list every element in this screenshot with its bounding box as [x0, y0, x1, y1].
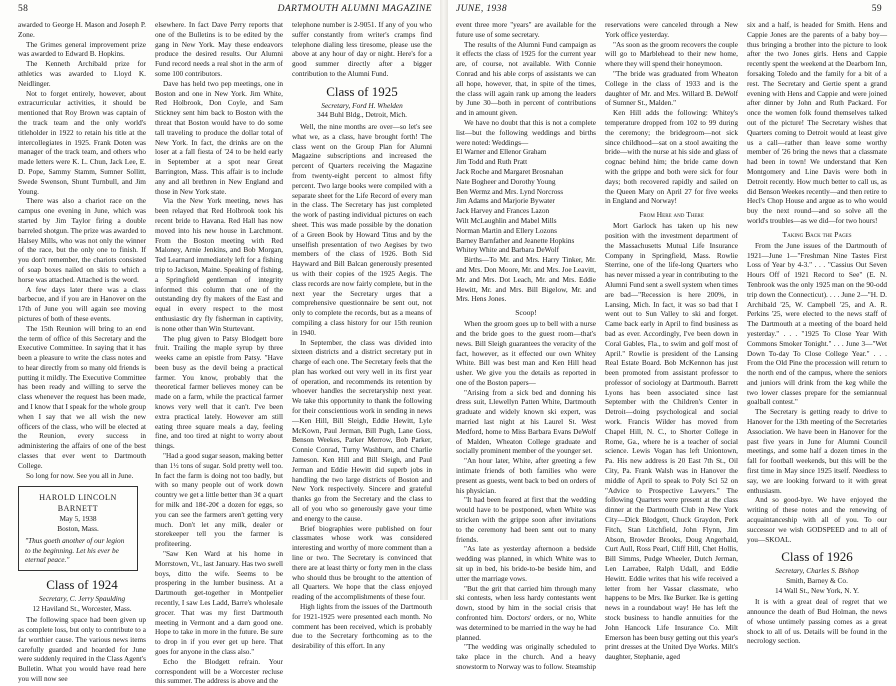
paragraph: Births—To Mr. and Mrs. Harry Tinker, Mr. and Mrs. Don Moore, Mr. and Mrs. Joe Leavitt, Mr. and Mrs. Dot Leach, Mr. and Mrs. Eddie Hewitt, Mr. and Mrs. Bill Bigelow, Mr. and Mrs. Hens Jones. [456, 255, 596, 304]
paragraph: So long for now. See you all in June. [26, 470, 134, 480]
running-title: JUNE, 1938 [456, 4, 507, 14]
paragraph: telephone number is 2-9051. If any of you who suffer constantly from writer's cramps find telephone dialing less tiresome, please use the above at any hour of day or night. Here's for a good summer directly after a bigger contribution to the Alumni Fund. [292, 20, 432, 78]
list-item: Ben Wermz and Mrs. Lynd Norcross [456, 186, 564, 196]
paragraph: The Grimes general improvement prize was awarded to Edward B. Hopkins. [18, 39, 146, 59]
paragraph: We have no doubt that this is not a complete list—but the following weddings and births were noted: Weddings— [456, 117, 596, 147]
paragraph: The Kenneth Archibald prize for athletics was awarded to Lloyd K. Neidlinger. [18, 59, 146, 88]
paragraph: There was also a chariot race on the campus one evening in June, which was started by Jim Taylor firing a double barreled shotgun. The prize was awarded to Halsey Mills, who was not only the winner of the race, but the only one to finish. If you don't remember, the chariots consisted of soap boxes nailed on skis to which a horse was attached. Attached is the word. [18, 196, 146, 284]
class-secretary: Secretary, Charles S. Bishop [775, 566, 859, 576]
list-item: Whitey White and Barbara DeWolf [456, 245, 560, 255]
list-item: Barney Barnfather and Jeanette Hopkins [456, 235, 575, 245]
paragraph: six and a half, is headed for Smith. Hens and Cappie Jones are the parents of a baby boy—thus bringing a brother into the picture to look after the two Jones girls. Hens and Cappie recently spent the weekend at the Dearborn Inn, forsaking Toledo and the family for a bit of a rest. The Secretary and Gertie spent a grand evening with Hens and Cappie and were joined after dinner by John and Ruth Packard. For once the women folk found themselves talked out of the picture! The Secretary wishes that Quarters coming to Detroit would at least give us a call—rather than leave some worthy member of '26 bring the news that a classmate had been in town! We understand that Ken Montgomery and Line Davis were both in Detroit recently. How much better to call us, as did Benson Weekes recently—and then retire to Hecl's Chop House and argue as to who would buy the next round—and so solve all the world's troubles—as we did—for two hours! [747, 20, 887, 225]
section-heading: Scoop! [515, 308, 537, 318]
paragraph: The Secretary is getting ready to drive to Hanover for the 13th meeting of the Secretaries Association. We have been in Hanover for the past five years in June for Alumni Council meetings, and some half a dozen times in the fall for football weekends, but this will be the first time in May since 1925 itself. Needless to say, we are looking forward to it with great enthusiasm. [747, 407, 887, 495]
right-column-1 [456, 20, 597, 671]
paragraph: Echo the Blodgett refrain. Your correspondent will be a Worcester recluse this summer. The address is above and the [155, 656, 283, 686]
paragraph: When the groom goes up to bell with a nurse and the bride goes to the guest room—that's news. Bill Sleigh guarantees the veracity of the fact, however, as it effected our own Whitey White. Bill was best man and Ken Hill head usher. We give you the details as reported in one of the Boston papers— [456, 319, 596, 387]
paragraph: And so good-bye. We have enjoyed the writing of these notes and the renewing of acquaintanceship with all of you. To our successor we wish GODSPEED and to all of you—SKOAL. [747, 495, 887, 544]
paragraph: awarded to George H. Mason and Joseph P. Zone. [18, 20, 146, 39]
class-heading: Class of 1924 [46, 576, 118, 592]
left-column-2 [155, 20, 283, 686]
list-item: Nate Bogheer and Dorothy Young [456, 176, 556, 186]
list-item: Jim Todd and Ruth Pratt [456, 157, 528, 167]
left-column-3 [292, 20, 433, 651]
paragraph: Dave has held two pep meetings, one in Boston and one in New York. Jim White, Red Holbrook, Don Coyle, and Sam Stickney sent him back to Boston with the threat that Boston would have to do some tall traveling to produce the dollar total of New York. In fact, the drinks are on the loser at a fall fiesta of '24 to be held early in September at a spot near Great Barrington, Mass. This affair is to include any and all brethren in New England and those in New York state. [155, 78, 283, 196]
paragraph: In September, the class was divided into sixteen districts and a district secretary put in charge of each one. The Secretary feels that the plan has worked out very well in its first year of operation, and recommends its retention by whoever handles the secretaryship next year. We take this opportunity to thank the following for their conscientious work in sending in news—Ken Hill, Bill Sleigh, Eddie Hewitt, Lyle McKown, Paul Jerman, Bill Pugh, Lane Goss, Benson Weekes, Parker Merrow, Bob Parker, Connie Conrad, Turny Washburn, and Charlie Jameson. Ken Hill and Bill Sleigh, and Paul Jerman and Eddie Hewitt did superb jobs in handling the two large districts of Boston and New York respectively. Sincere and grateful thanks go from the Secretary and the class to all of you who so generously gave your time and energy to the cause. [292, 337, 432, 523]
paragraph: Mort Garlock has taken up his new position with the investment department of the Massachusetts Mutual Life Insurance Company in Springfield, Mass. Rowlie Sterrine, one of the life-long Quarters who has never missed a year in contributing to the Alumni Fund sent a swell system when times are bad—"Recession is here 200%, in Lansing, Mich. In fact, it was so bad that I went out to Sun Valley to ski and forget. Came back early in April to find business as bad as ever. Accordingly, I've been down in Coral Gables, Fla., to swim and golf most of April." Rowlie is president of the Lansing Real Estate Board. Bob McKennon has just been promoted from assistant professor to professor of sociology at Dartmouth. Barrett Lyons has been associated since last September with the Children's Center in Detroit—doing psychological and social work. Francis Wilder has moved from Chapel Hill, N. C., to Shorter College in Rome, Ga., where he is a teacher of social science. Lewis Vogan has left Uniontown, Pa. His new address is 20 East 7th St., Oil City, Pa. Frank Walsh was in Hanover the middle of April to speak to Poly Sci 52 on "Advice to Prospective Lawyers." The following Quarters were present at the class dinner at the Dartmouth Club in New York City—Dick Blodgett, Chuck Graydon, Perk Fitch, Stan Litchfield, John Flynn, Jim Abson, Browder Brooks, Doug Angerhald, Curt Aull, Ross Pearl, Cliff Hill, Chet Hollis, Bill Simms, Pudge Wheeler, Dutch Jerman, Len Larrabee, Ralph Udall, and Eddie Hewitt. Eddie writes that his wife received a letter from her Vassar classmate, who happens to be Mrs. Ike Burker. Ike is getting news in a roundabout way! He has left the stock business to handle annuities for the John Hancock Life Insurance Co. Milt Emerson has been busy getting out this year's print dresses at the United Dye Works. Milt's daughter, Stephanie, aged [605, 221, 738, 662]
memorial-date: May 5, 1938 [59, 514, 97, 524]
paragraph: Brief biographies were published on four classmates whose work was considered interesting and worthy of more comment than a line or two. The Secretary is convinced that there are at least thirty or forty men in the class who should thus be brought to the attention of all Quarters. We hope that the class enjoyed reading of the accomplishments of these four. [292, 523, 432, 602]
paragraph: "Had a good sugar season, making better than 1½ tons of sugar. Sold pretty well too. In fact the farm is doing not too badly, but with so many people out of work down country we get a little better than 3¢ a quart for milk and 18¢-20¢ a dozen for eggs, so you can see the farmers aren't getting very much. Don't let any milk, dealer or storekeeper tell you the farmer is profiteering. [155, 451, 283, 549]
paragraph: Ken Hill adds the following: Whitey's temperature dropped from 102 to 99 during the ceremony; the bridegroom—not sick since childhood—sat on a stool awaiting the bride—with the nurse at his side and glass of cognac behind him; the bride came down with the grippe and both were sick for four days; both recovered rapidly and sailed on the Queen Mary on April 27 for five weeks in England and Norway! [605, 108, 738, 206]
class-heading: Class of 1925 [326, 83, 398, 99]
paragraph: "The wedding was originally scheduled to take place in the church. And a heavy snowstorm to Norway was to follow. Steamship [456, 642, 596, 671]
running-title: DARTMOUTH ALUMNI MAGAZINE [277, 4, 432, 14]
paragraph: "As late as yesterday afternoon a bedside wedding was planned, in which White was to sit up in bed, his bride-to-be beside him, and utter the marriage vows. [456, 544, 596, 583]
paragraph: The 15th Reunion will bring to an end the term of office of this Secretary and the Executive Committee. In saying that it has been a pleasure to write the class notes and to hear directly from so many old friends is putting it mildly. The Executive Committee has been ready and willing to serve the class whenever the request has been made, and I know that I speak for the whole group when I say that we all wish the new officers of the class, who will be elected at the Reunion, every success in administering the affairs of one of the best classes that ever went to Dartmouth College. [18, 323, 146, 470]
memorial-place: Boston, Mass. [57, 523, 99, 533]
page-number: 58 [18, 4, 29, 14]
address-line: Smith, Barney & Co. [786, 576, 848, 586]
class-heading: Class of 1926 [781, 549, 853, 565]
memorial-name: HAROLD LINCOLN BARNETT [39, 493, 117, 514]
paragraph: "The bride was graduated from Wheaton College in the class of 1933 and is the daughter of Mr. and Mrs. Willard B. DeWolf of Sumner St., Malden." [605, 68, 738, 108]
paragraph: The following space had been given up as complete loss, but only to contribute to a far worthier cause. The various news items carefully guarded and hoarded for June were suddenly required in the Class Agent's Bulletin. What you would have read here you will now see [18, 615, 146, 683]
class-secretary: Secretary, Ford H. Whelden [321, 100, 403, 110]
right-page [448, 0, 896, 671]
list-item: Wilt McLaughlin and Mabel Mills [456, 215, 557, 225]
list-item: Jack Harvey and Frances Lazon [456, 206, 550, 216]
paragraph: It is with a great deal of regret that we announce the death of Bud Holman, the news of whose untimely passing comes as a great shock to all of us. Details will be found in the necrology section. [747, 597, 887, 646]
paragraph: "Saw Ken Ward at his home in Morrstown, Vt., last January. Has two swell boys, ditto the wife. Seems to be prospering in the lumber business. At a Dartmouth get-together in Montpelier recently, I saw Les Ladd, Barre's wholesale grocer. That was my first Dartmouth meeting in Vermont and a darn good one. Hope to take in more in the future. Be sure to drop in if you ever get up here. That goes for anyone in the class also." [155, 549, 283, 656]
paragraph: elsewhere. In fact Dave Perry reports that one of the Bulletins is to be edited by the gang in New York. May these endeavors produce the desired results. Our Alumni Fund record needs a real shot in the arm of some 100 contributors. [155, 20, 283, 78]
right-running-head [456, 4, 882, 16]
memorial-quote: "Thus goeth another of our legion to the beginning. Let his ever be eternal peace." [25, 536, 125, 565]
paragraph: The plug given to Patsy Blodgett bore fruit. Trailing the maple syrup by three weeks came an epistle from Patsy. "Have been busy as the devil being a practical farmer. You know, probably that the theoretical farmer believes money can be made on a farm, while the practical farmer knows very well that it can't. I've been extra practical lately. However am still eating three square meals a day, feeling fine, and too tired at night to worry about things. [155, 333, 283, 451]
section-heading: From Here and There [639, 210, 704, 220]
page-number: 59 [871, 4, 882, 14]
memorial-box [18, 486, 138, 571]
paragraph: From the June issues of the Dartmouth of 1921—June 1—"Freshman Nine Tastes First Loss of Year by 4-3." . . . "Cassius Out Seven Hours Off of 1921 Record to See" (E. N. Tenbrook was the only 1925 man on the 90-odd trip down the Connecticut). . . . June 2—"H. D. Archibald '25, W. Campbell '25, and A. R. Perkins '25, were elected to the news staff of The Dartmouth at a meeting of the board held yesterday." . . . "1925 To Close Year With Commons Smoker Tonight." . . . June 3—"Wet Down To-day To Close College Year." . . . From the Old Pine the procession will return to the north end of the campus, where the seniors and juniors will drink from the keg while the two lower classes prepare for the semiannual goalball contest." [747, 240, 887, 407]
page-gutter [440, 0, 448, 600]
right-column-3 [747, 20, 887, 646]
paragraph: The results of the Alumni Fund campaign as it effects the class of 1925 for the current year are, of course, not available. With Connie Conrad and his able corps of assistants we can all hope, however, that, in spite of the times, the class will again rank up among the leaders by June 30—both in percent of contributions and in amount given. [456, 39, 596, 118]
paragraph: Via the New York meeting, news has been relayed that Red Holbrook took his recent bride to Havana. Red Hall has now moved into his new house in Larchmont. From the Boston meeting with Red Maloney, Arnie Jenkins, and Bob Morgan, Ted Learnard immediately left for a fishing trip to Jackson, Maine. Speaking of fishing, a Springfield gentleman of integrity informed this column that one of the outstanding dry fly makers of the East and equal in every respect to the most enthusiastic dry fly fisherman in captivity, is none other than Win Sturtevant. [155, 196, 283, 333]
right-column-2 [605, 20, 738, 662]
list-item: Jim Adams and Marjorie Bywater [456, 196, 555, 206]
paragraph: reservations were canceled through a New York office yesterday. [605, 20, 738, 39]
paragraph: "As soon as the groom recovers the couple will go to Marblehead to their new home, where they will spend their honeymoon. [605, 39, 738, 69]
class-address: 12 Haviland St., Worcester, Mass. [32, 603, 132, 613]
paragraph: "But the grit that carried him through many ski contests, when less hardy contestants went down, stood by him in the social crisis that confronted him. Doctors' orders, or no, White was determined to be married in the way he had planned. [456, 583, 597, 642]
paragraph: A few days later there was a class barbecue, and if you are in Hanover on the 17th of June you will again see moving pictures of both of these events. [18, 284, 146, 323]
class-address: 344 Buhl Bldg., Detroit, Mich. [317, 110, 407, 120]
weddings-list [456, 147, 596, 255]
class-secretary: Secretary, C. Jerry Spaulding [38, 593, 126, 603]
paragraph: High lights from the issues of the Dartmouth for 1921-1925 were presented each month. No comment has been received, which is probably due to the Secretary forthcoming as to the desirability of this effort. In any [292, 602, 432, 651]
class-address [747, 576, 887, 595]
left-column-1 [18, 20, 146, 683]
paragraph: "An hour later, White, after greeting a few intimate friends of both families who were present as guests, went back to bed on orders of his physician. [456, 456, 596, 495]
list-item: Jack Roche and Margaret Brosnahan [456, 166, 564, 176]
section-heading: Taking Back the Pages [782, 229, 852, 239]
paragraph: Not to forget entirely, however, about extracurricular activities, it should be mentioned that Roy Brown was captain of the track team and the only world's titleholder in 1922 to retain his title at the intercollegiates in 1925. Frank Doten was manager of the track team, and others who made letters were K. L. Chun, Jack Lee, E. D. Pope, Sammy Stamm, Sumner Sollitt, Swede Swenson, Shunt Turnbull, and Jim Young. [18, 88, 146, 196]
paragraph: event three more "years" are available for the future use of some secretary. [456, 20, 596, 39]
address-line: 14 Wall St., New York, N. Y. [774, 585, 859, 595]
left-running-head [18, 4, 432, 16]
left-page [0, 0, 440, 686]
paragraph: "It had been feared at first that the wedding would have to be postponed, when White was stricken with the grippe soon after invitations to the ceremony had been sent out to many friends. [456, 495, 596, 544]
list-item: El Warner and Ellenor Graham [456, 147, 547, 157]
list-item: Norman Martin and Ellery Lozons [456, 225, 557, 235]
paragraph: Well, the nine months are over—so let's see what we, as a class, have brought forth! The class went on the Group Plan for Alumni Magazine subscriptions and increased the percent of Quarters receiving the Magazine from twenty-eight percent to almost fifty percent. Two large books were compiled with a separate sheet for the Life Record of every man in the class. The Secretary has just completed the work of pasting individual pictures on each sheet. This was made possible by the donation of a Green Book by Howard Titus and by the unselfish presentation of two Aegises by two members of the class of 1926. Both Sid Hayward and Bill Balcan generously presented us with their copies of the 1925 Aegis. The class records are now fairly complete, but in the next year the Secretary urges that a comprehensive questionnaire be sent out, not only to complete the records, but as a means of compiling a class history for our 15th reunion in 1940. [292, 121, 433, 337]
paragraph: "Arising from a sick bed and donning his dress suit, Llewellyn Patten White, Dartmouth graduate and widely known ski expert, was married last night at his Laurel St. West Medford, home to Miss Barbara Evans DeWolf of Malden, Wheaton College graduate and socially prominent member of the younger set. [456, 387, 596, 456]
